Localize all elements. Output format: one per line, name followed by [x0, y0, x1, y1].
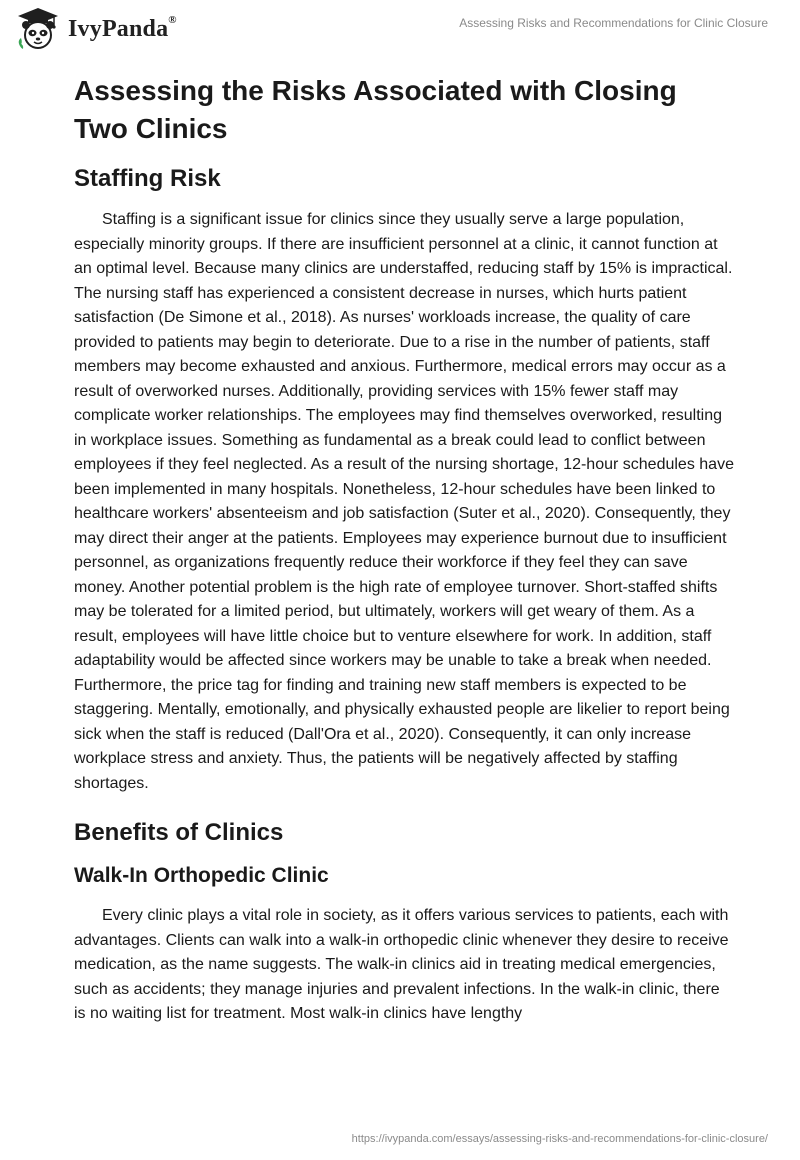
running-title: Assessing Risks and Recommendations for Clinic Closure: [459, 16, 768, 30]
subsection-heading-walk-in-clinic: Walk-In Orthopedic Clinic: [74, 864, 329, 887]
page-header: [0, 0, 800, 60]
ivypanda-logo[interactable]: [14, 6, 177, 52]
staffing-risk-paragraph: Staffing is a significant issue for clinics since they usually serve a large population, especially minority groups. If there are insufficient personnel at a clinic, it cannot function at an optimal level. Because many clinics are understaffed, reducing staff by 15% is impractical. The nursing staff has experienced a consistent decrease in nurses, which hurts patient satisfaction (De Simone et al., 2018). As nurses' workloads increase, the quality of care provided to patients may begin to deteriorate. Due to a rise in the number of patients, staff members may become exhausted and anxious. Furthermore, medical errors may occur as a result of overworked nurses. Additionally, providing services with 15% fewer staff may complicate worker relationships. The employees may find themselves overworked, resulting in workplace issues. Something as fundamental as a break could lead to conflict between employees if they feel neglected. As a result of the nursing shortage, 12-hour schedules have been implemented in many hospitals. Nonetheless, 12-hour schedules have been linked to healthcare workers' absenteeism and job satisfaction (Suter et al., 2020). Consequently, they may direct their anger at the patients. Employees may experience burnout due to insufficient personnel, as organizations frequently reduce their workforce if they feel they can save money. Another potential problem is the high rate of employee turnover. Short-staffed shifts may be tolerated for a limited period, but ultimately, workers will get weary of them. As a result, employees will have little choice but to venture elsewhere for work. In addition, staff adaptability would be affected since workers may be unable to take a break when needed. Furthermore, the price tag for finding and training new staff members is expected to be staggering. Mentally, emotionally, and physically exhausted people are likelier to report being sick when the staff is reduced (Dall'Ora et al., 2020). Consequently, it can only increase workplace stress and anxiety. Thus, the patients will be negatively affected by staffing shortages.: [74, 211, 734, 792]
panda-graduate-icon: [14, 6, 62, 52]
section-heading-benefits: Benefits of Clinics: [74, 819, 284, 846]
brand-name: IvyPanda®: [68, 13, 177, 42]
page-title: Assessing the Risks Associated with Closing Two Clinics: [74, 75, 677, 144]
section-heading-staffing-risk: Staffing Risk: [74, 165, 221, 192]
walk-in-clinic-paragraph: Every clinic plays a vital role in society, as it offers various services to patients, each with advantages. Clients can walk into a walk-in orthopedic clinic whenever they desire to receive medication, as the name suggests. The walk-in clinics aid in treating medical emergencies, such as accidents; they manage injuries and prevalent infections. In the walk-in clinic, there is no waiting list for treatment. Most walk-in clinics have lengthy: [74, 907, 729, 1022]
registered-mark: ®: [168, 13, 177, 26]
essay-content: [74, 72, 734, 1049]
source-url[interactable]: https://ivypanda.com/essays/assessing-risks-and-recommendations-for-clinic-closure/: [351, 1133, 768, 1145]
